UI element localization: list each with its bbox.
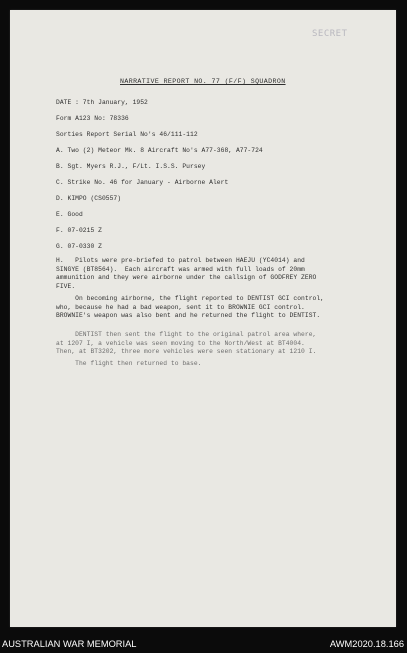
field-d-base: D. KIMPO (CS0557) bbox=[56, 195, 122, 202]
field-date: DATE : 7th January, 1952 bbox=[56, 99, 148, 106]
field-b-pilots: B. Sgt. Myers R.J., F/Lt. I.S.S. Pursey bbox=[56, 163, 206, 170]
secret-stamp: SECRET bbox=[312, 29, 348, 39]
paragraph-dentist: DENTIST then sent the flight to the original patrol area where, at 1207 I, a vehicle was seen moving to the North/West at BT4004. Then, at BT3202, three more vehicles were seen stationary at 1210 I. bbox=[56, 331, 317, 355]
report-title: NARRATIVE REPORT NO. 77 (F/F) SQUADRON bbox=[120, 78, 286, 85]
paragraph-h: H. Pilots were pre-briefed to patrol between HAEJU (YC4014) and SINGYE (BT8564). Each aircraft was armed with full loads of 20mm ammunition and they were airborne under the callsign of GODFREY ZERO FIVE. bbox=[56, 257, 317, 290]
document-page bbox=[10, 10, 396, 627]
field-e-result: E. Good bbox=[56, 211, 83, 218]
archive-footer bbox=[0, 637, 407, 653]
field-serial: Sorties Report Serial No's 46/111-112 bbox=[56, 131, 198, 138]
paragraph-airborne: On becoming airborne, the flight reported to DENTIST GCI control, who, because he had a bad weapon, sent it to BROWNIE GCI control. BROWNIE's weapon was also bent and he returned the flight to DENTIST. bbox=[56, 295, 325, 319]
paragraph-return: The flight then returned to base. bbox=[56, 360, 202, 367]
footer-catalogue-id: AWM2020.18.166 bbox=[329, 639, 404, 649]
footer-institution: AUSTRALIAN WAR MEMORIAL bbox=[2, 639, 137, 649]
field-g-time: G. 07-0330 Z bbox=[56, 243, 102, 250]
field-form: Form A123 No: 78336 bbox=[56, 115, 129, 122]
field-c-strike: C. Strike No. 46 for January - Airborne Alert bbox=[56, 179, 229, 186]
field-a-aircraft: A. Two (2) Meteor Mk. 8 Aircraft No's A77-368, A77-724 bbox=[56, 147, 263, 154]
field-f-time: F. 07-0215 Z bbox=[56, 227, 102, 234]
